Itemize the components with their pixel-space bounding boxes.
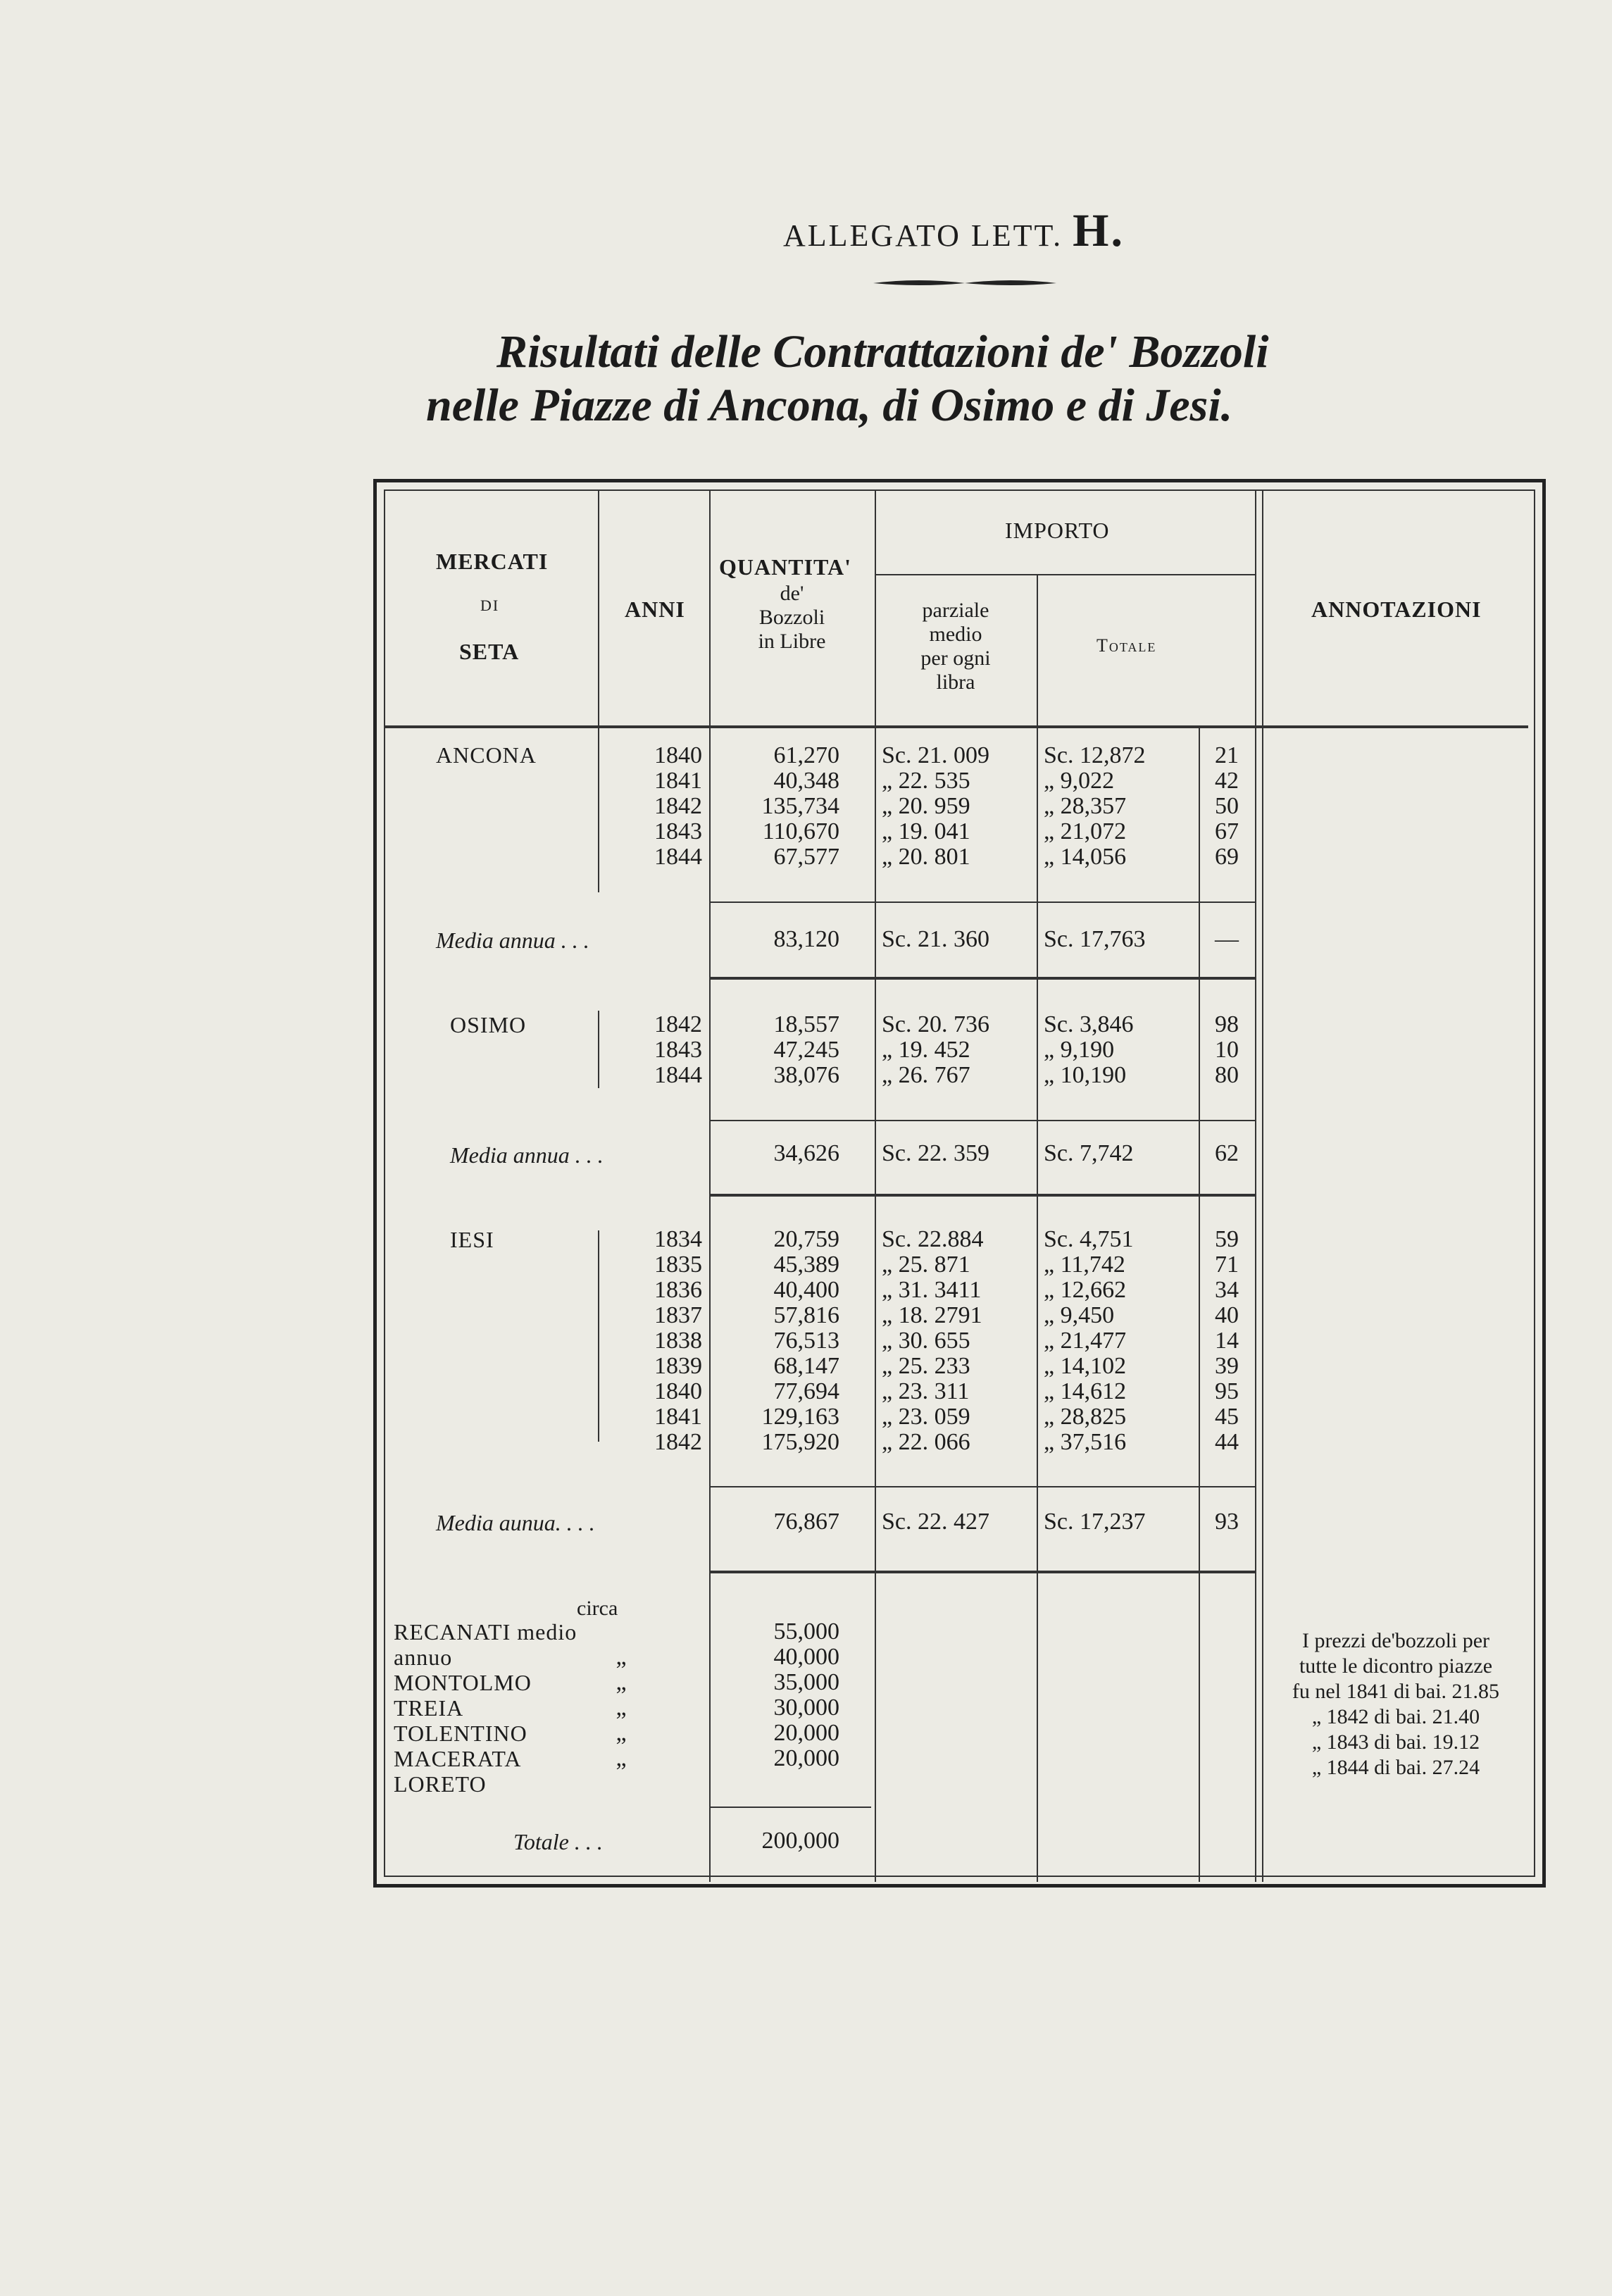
qty-cell: 68,147 bbox=[773, 1353, 839, 1379]
qty-cell: 135,734 bbox=[761, 793, 839, 819]
header-prefix: ALLEGATO LETT. bbox=[782, 218, 1063, 253]
osimo-years bbox=[604, 1012, 702, 1088]
market-ancona: ANCONA bbox=[436, 742, 537, 768]
total-cell: „ 21,477 bbox=[1044, 1328, 1127, 1354]
divider bbox=[709, 1807, 871, 1808]
partial-cell: „ 22. 066 bbox=[882, 1429, 970, 1455]
partial-cell: „ 22. 535 bbox=[882, 768, 970, 794]
market-cell: TREIA bbox=[394, 1695, 464, 1721]
iesi-frac bbox=[1202, 1227, 1251, 1455]
year-cell: 1843 bbox=[654, 818, 702, 844]
partial-cell: „ 23. 059 bbox=[882, 1404, 970, 1430]
col-medio: medio bbox=[929, 623, 982, 646]
partial-cell: „ 18. 2791 bbox=[882, 1302, 982, 1328]
partial-cell: „ 31. 3411 bbox=[882, 1277, 982, 1303]
col-seta: SETA bbox=[459, 639, 520, 664]
qty-cell: 110,670 bbox=[762, 818, 839, 844]
osimo-frac bbox=[1202, 1012, 1251, 1088]
partial-cell: „ 20. 801 bbox=[882, 844, 970, 870]
market-cell: MONTOLMO bbox=[394, 1670, 532, 1695]
divider bbox=[598, 491, 599, 727]
frac-cell: 95 bbox=[1215, 1378, 1239, 1404]
ancona-media-total: Sc. 17,763 bbox=[1044, 926, 1146, 952]
note-line: „ 1843 di bai. 19.12 bbox=[1311, 1730, 1480, 1754]
ancona-years bbox=[604, 743, 702, 870]
qty-cell: 76,513 bbox=[773, 1328, 839, 1354]
divider bbox=[709, 1194, 1255, 1197]
partial-cell: Sc. 21. 009 bbox=[882, 742, 989, 768]
note-line: „ 1842 di bai. 21.40 bbox=[1311, 1705, 1480, 1728]
qty-cell: 47,245 bbox=[773, 1037, 839, 1063]
ancona-media-label: Media annua . . . bbox=[436, 928, 589, 953]
year-cell: 1841 bbox=[654, 768, 702, 794]
qty-cell: 40,348 bbox=[773, 768, 839, 794]
divider bbox=[1199, 727, 1200, 1882]
partial-cell: „ 25. 871 bbox=[882, 1252, 970, 1278]
qty-cell: 45,389 bbox=[773, 1252, 839, 1278]
note-line: fu nel 1841 di bai. 21.85 bbox=[1292, 1680, 1500, 1703]
frac-cell: 34 bbox=[1215, 1277, 1239, 1303]
divider bbox=[709, 1571, 1255, 1573]
ornament-rule-icon bbox=[870, 276, 1060, 290]
year-cell: 1842 bbox=[654, 1429, 702, 1455]
market-cell: MACERATA bbox=[394, 1746, 522, 1771]
total-cell: „ 28,825 bbox=[1044, 1404, 1127, 1430]
totale-qty: 200,000 bbox=[761, 1828, 839, 1854]
ancona-frac bbox=[1202, 743, 1251, 870]
col-bozzoli: Bozzoli bbox=[758, 606, 825, 629]
divider bbox=[875, 491, 876, 1882]
partial-cell: „ 23. 311 bbox=[882, 1378, 970, 1404]
circa-label: circa bbox=[577, 1597, 618, 1620]
iesi-media-frac: 93 bbox=[1215, 1509, 1239, 1535]
osimo-partial bbox=[882, 1012, 1033, 1088]
partial-cell: „ 26. 767 bbox=[882, 1062, 970, 1088]
market-osimo: OSIMO bbox=[450, 1012, 527, 1037]
results-table bbox=[373, 479, 1546, 1888]
frac-cell: 80 bbox=[1215, 1062, 1239, 1088]
iesi-partial bbox=[882, 1227, 1033, 1455]
total-cell: Sc. 3,846 bbox=[1044, 1011, 1134, 1037]
note-line: I prezzi de'bozzoli per bbox=[1301, 1629, 1490, 1652]
year-cell: 1838 bbox=[654, 1328, 702, 1354]
year-cell: 1844 bbox=[654, 844, 702, 870]
qty-cell: 129,163 bbox=[761, 1404, 839, 1430]
table-inner-frame bbox=[384, 489, 1535, 1877]
ancona-partial bbox=[882, 743, 1033, 870]
total-cell: „ 28,357 bbox=[1044, 793, 1127, 819]
frac-cell: 50 bbox=[1215, 793, 1239, 819]
ditto-cell bbox=[596, 1619, 646, 1645]
osimo-media-partial: Sc. 22. 359 bbox=[882, 1140, 989, 1166]
osimo-media-qty: 34,626 bbox=[773, 1140, 839, 1166]
ditto-cell: „ bbox=[616, 1669, 627, 1695]
iesi-media-label: Media aunua. . . . bbox=[436, 1510, 595, 1535]
ancona-media-qty: 83,120 bbox=[773, 926, 839, 952]
iesi-media-total: Sc. 17,237 bbox=[1044, 1509, 1146, 1535]
partial-cell: „ 30. 655 bbox=[882, 1328, 970, 1354]
qty-cell: 67,577 bbox=[773, 844, 839, 870]
total-cell: „ 12,662 bbox=[1044, 1277, 1127, 1303]
frac-cell: 10 bbox=[1215, 1037, 1239, 1063]
col-parziale: parziale bbox=[922, 599, 989, 622]
osimo-qty bbox=[716, 1012, 839, 1088]
total-cell: „ 14,612 bbox=[1044, 1378, 1127, 1404]
market-cell: RECANATI medio annuo bbox=[394, 1619, 577, 1670]
total-cell: „ 9,022 bbox=[1044, 768, 1115, 794]
year-cell: 1834 bbox=[654, 1226, 702, 1252]
frac-cell: 44 bbox=[1215, 1429, 1239, 1455]
frac-cell: 21 bbox=[1215, 742, 1239, 768]
col-di: DI bbox=[480, 597, 500, 614]
frac-cell: 45 bbox=[1215, 1404, 1239, 1430]
frac-cell: 98 bbox=[1215, 1011, 1239, 1037]
qty-cell: 38,076 bbox=[773, 1062, 839, 1088]
qty-cell: 40,000 bbox=[773, 1644, 839, 1670]
note-line: „ 1844 di bai. 27.24 bbox=[1311, 1756, 1480, 1779]
divider bbox=[709, 491, 711, 1882]
divider bbox=[1255, 491, 1256, 1882]
partial-cell: „ 19. 452 bbox=[882, 1037, 970, 1063]
qty-cell: 30,000 bbox=[773, 1695, 839, 1721]
ancona-media-partial: Sc. 21. 360 bbox=[882, 926, 989, 952]
total-cell: „ 9,190 bbox=[1044, 1037, 1115, 1063]
divider bbox=[709, 977, 1255, 980]
total-cell: „ 14,102 bbox=[1044, 1353, 1127, 1379]
frac-cell: 67 bbox=[1215, 818, 1239, 844]
year-cell: 1840 bbox=[654, 742, 702, 768]
partial-cell: Sc. 20. 736 bbox=[882, 1011, 989, 1037]
ditto-cell: „ bbox=[616, 1644, 627, 1670]
frac-cell: 39 bbox=[1215, 1353, 1239, 1379]
year-cell: 1839 bbox=[654, 1353, 702, 1379]
total-cell: „ 21,072 bbox=[1044, 818, 1127, 844]
year-cell: 1835 bbox=[654, 1252, 702, 1278]
frac-cell: 69 bbox=[1215, 844, 1239, 870]
title-line-1: Risultati delle Contrattazioni de' Bozzoli bbox=[496, 326, 1269, 378]
total-cell: Sc. 4,751 bbox=[1044, 1226, 1134, 1252]
col-libre: in Libre bbox=[758, 630, 826, 653]
market-cell: TOLENTINO bbox=[394, 1721, 527, 1746]
header-letter: H. bbox=[1073, 205, 1125, 256]
frac-cell: 14 bbox=[1215, 1328, 1239, 1354]
frac-cell: 59 bbox=[1215, 1226, 1239, 1252]
year-cell: 1842 bbox=[654, 793, 702, 819]
divider bbox=[598, 1011, 599, 1088]
frac-cell: 40 bbox=[1215, 1302, 1239, 1328]
col-importo: IMPORTO bbox=[1005, 518, 1110, 543]
col-per-ogni: per ogni bbox=[920, 647, 991, 670]
col-mercati: MERCATI bbox=[436, 549, 549, 574]
partial-cell: Sc. 22.884 bbox=[882, 1226, 984, 1252]
divider bbox=[875, 574, 1255, 575]
total-cell: „ 10,190 bbox=[1044, 1062, 1127, 1088]
col-de: de' bbox=[780, 582, 804, 605]
other-markets bbox=[394, 1619, 591, 1797]
divider bbox=[598, 727, 599, 892]
iesi-qty bbox=[716, 1227, 839, 1455]
total-cell: Sc. 12,872 bbox=[1044, 742, 1146, 768]
ancona-qty bbox=[716, 743, 839, 870]
qty-cell: 35,000 bbox=[773, 1669, 839, 1695]
iesi-total bbox=[1044, 1227, 1195, 1455]
ancona-media-frac: — bbox=[1215, 926, 1239, 952]
osimo-media-total: Sc. 7,742 bbox=[1044, 1140, 1134, 1166]
divider bbox=[598, 1230, 599, 1442]
partial-cell: „ 25. 233 bbox=[882, 1353, 970, 1379]
divider bbox=[1262, 491, 1263, 1882]
iesi-years bbox=[604, 1227, 702, 1455]
qty-cell: 20,000 bbox=[773, 1720, 839, 1746]
year-cell: 1842 bbox=[654, 1011, 702, 1037]
qty-cell: 20,759 bbox=[773, 1226, 839, 1252]
total-cell: „ 37,516 bbox=[1044, 1429, 1127, 1455]
divider bbox=[1037, 575, 1038, 1882]
iesi-media-qty: 76,867 bbox=[773, 1509, 839, 1535]
ditto-cell: „ bbox=[616, 1745, 627, 1771]
qty-cell: 61,270 bbox=[773, 742, 839, 768]
year-cell: 1837 bbox=[654, 1302, 702, 1328]
frac-cell: 42 bbox=[1215, 768, 1239, 794]
osimo-media-frac: 62 bbox=[1215, 1140, 1239, 1166]
col-anni: ANNI bbox=[625, 597, 685, 622]
other-qty bbox=[716, 1619, 839, 1771]
year-cell: 1841 bbox=[654, 1404, 702, 1430]
title-line-2: nelle Piazze di Ancona, di Osimo e di Jesi. bbox=[426, 380, 1233, 431]
year-cell: 1840 bbox=[654, 1378, 702, 1404]
ancona-total bbox=[1044, 743, 1195, 870]
frac-cell: 71 bbox=[1215, 1252, 1239, 1278]
ditto-cell: „ bbox=[616, 1695, 627, 1721]
allegato-header bbox=[0, 204, 1612, 258]
year-cell: 1836 bbox=[654, 1277, 702, 1303]
qty-cell: 55,000 bbox=[773, 1618, 839, 1645]
market-iesi: IESI bbox=[450, 1227, 494, 1252]
annotation-note bbox=[1266, 1628, 1526, 1780]
year-cell: 1843 bbox=[654, 1037, 702, 1063]
divider bbox=[709, 901, 1255, 903]
totale-label: Totale . . . bbox=[513, 1829, 603, 1854]
qty-cell: 20,000 bbox=[773, 1745, 839, 1771]
partial-cell: „ 19. 041 bbox=[882, 818, 970, 844]
col-totale: Totale bbox=[1096, 635, 1157, 656]
market-cell: LORETO bbox=[394, 1771, 487, 1797]
qty-cell: 18,557 bbox=[773, 1011, 839, 1037]
qty-cell: 57,816 bbox=[773, 1302, 839, 1328]
total-cell: „ 11,742 bbox=[1044, 1252, 1125, 1278]
note-line: tutte le dicontro piazze bbox=[1299, 1654, 1493, 1678]
year-cell: 1844 bbox=[654, 1062, 702, 1088]
col-annotazioni: ANNOTAZIONI bbox=[1311, 597, 1482, 622]
total-cell: „ 14,056 bbox=[1044, 844, 1127, 870]
qty-cell: 40,400 bbox=[773, 1277, 839, 1303]
osimo-media-label: Media annua . . . bbox=[450, 1142, 604, 1168]
other-ditto bbox=[596, 1619, 646, 1771]
divider bbox=[709, 1120, 1255, 1121]
ditto-cell: „ bbox=[616, 1720, 627, 1746]
partial-cell: „ 20. 959 bbox=[882, 793, 970, 819]
osimo-total bbox=[1044, 1012, 1195, 1088]
qty-cell: 175,920 bbox=[761, 1429, 839, 1455]
col-libra: libra bbox=[936, 670, 975, 694]
total-cell: „ 9,450 bbox=[1044, 1302, 1115, 1328]
divider bbox=[709, 1486, 1255, 1487]
qty-cell: 77,694 bbox=[773, 1378, 839, 1404]
divider bbox=[385, 725, 1528, 728]
col-quantita: QUANTITA' bbox=[719, 554, 851, 580]
iesi-media-partial: Sc. 22. 427 bbox=[882, 1509, 989, 1535]
